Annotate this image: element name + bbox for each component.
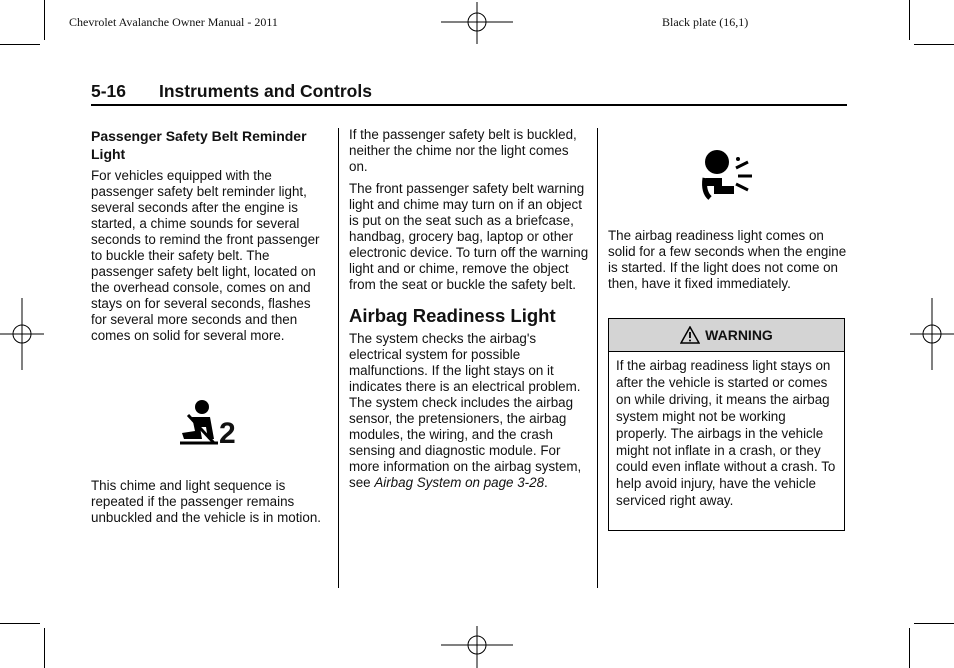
warning-title: WARNING <box>705 327 773 343</box>
crop-mark <box>44 0 45 40</box>
warning-text: If the airbag readiness light stays on after the vehicle is started or comes on while driving, it means the airbag system might not be working properly. The airbags in the vehicle might not inflate in a crash, or they could even inflate without a crash. To help avoid injury, have the vehicle serviced right away. <box>616 358 836 509</box>
column-1-bottom <box>91 478 327 532</box>
warning-triangle-icon <box>680 326 700 344</box>
subheading-seatbelt-reminder: Passenger Safety Belt Reminder Light <box>91 128 307 162</box>
airbag-readiness-icon <box>700 148 756 202</box>
cross-reference-link[interactable]: Airbag System on page 3-28 <box>374 475 545 490</box>
registration-mark-icon <box>441 2 513 46</box>
paragraph-end: . <box>544 475 548 490</box>
paragraph: This chime and light sequence is repeated if the passenger remains unbuckled and the vehicle is in motion. <box>91 478 322 525</box>
heading-airbag-readiness: Airbag Readiness Light <box>349 305 556 326</box>
crop-mark <box>0 44 40 45</box>
crop-mark <box>914 44 954 45</box>
registration-mark-icon <box>910 298 954 370</box>
paragraph-text: The system checks the airbag's electrical system for possible malfunctions. If the light stays on it indicates there is an electrical problem. The system check includes the airbag sensor, the pretensioners, the airbag modules, the wiring, and the crash sensing and diagnostic module. For more information on the airbag system, see <box>349 331 582 490</box>
crop-mark <box>44 628 45 668</box>
paragraph: For vehicles equipped with the passenger safety belt reminder light, several seconds after the engine is started, a chime sounds for several seconds to remind the front passenger to buckle their safety belt. The passenger safety belt light, located on the overhead console, comes on and stays on for several seconds, flashes for several more seconds and then comes on solid for several more. <box>91 168 320 343</box>
crop-mark <box>0 623 40 624</box>
column-divider <box>338 128 339 588</box>
page-number: 5-16 <box>91 81 127 101</box>
paragraph <box>349 331 589 491</box>
paragraph: The front passenger safety belt warning light and chime may turn on if an object is put on the seat such as a briefcase, handbag, grocery bag, laptop or other electronic device. To turn off the warning light and or chime, remove the object from the seat or buckle the safety belt. <box>349 181 589 292</box>
column-divider <box>597 128 598 588</box>
seatbelt-icon-number: 2 <box>219 417 236 450</box>
warning-box <box>608 318 845 531</box>
plate-label: Black plate (16,1) <box>662 15 749 29</box>
crop-mark <box>909 628 910 668</box>
document-title: Chevrolet Avalanche Owner Manual - 2011 <box>69 15 278 29</box>
registration-mark-icon <box>0 298 44 370</box>
paragraph: The airbag readiness light comes on solid for a few seconds when the engine is started. If the light does not come on then, have it fixed immediately. <box>608 228 847 291</box>
crop-mark <box>909 0 910 40</box>
column-2 <box>349 127 589 497</box>
warning-header <box>609 319 844 352</box>
registration-mark-icon <box>441 624 513 668</box>
column-1 <box>91 127 327 350</box>
column-3 <box>608 228 848 298</box>
paragraph: If the passenger safety belt is buckled, neither the chime nor the light comes on. <box>349 127 577 174</box>
running-head <box>91 80 847 106</box>
seatbelt-reminder-icon <box>178 399 244 453</box>
section-title: Instruments and Controls <box>159 81 372 101</box>
crop-mark <box>914 623 954 624</box>
